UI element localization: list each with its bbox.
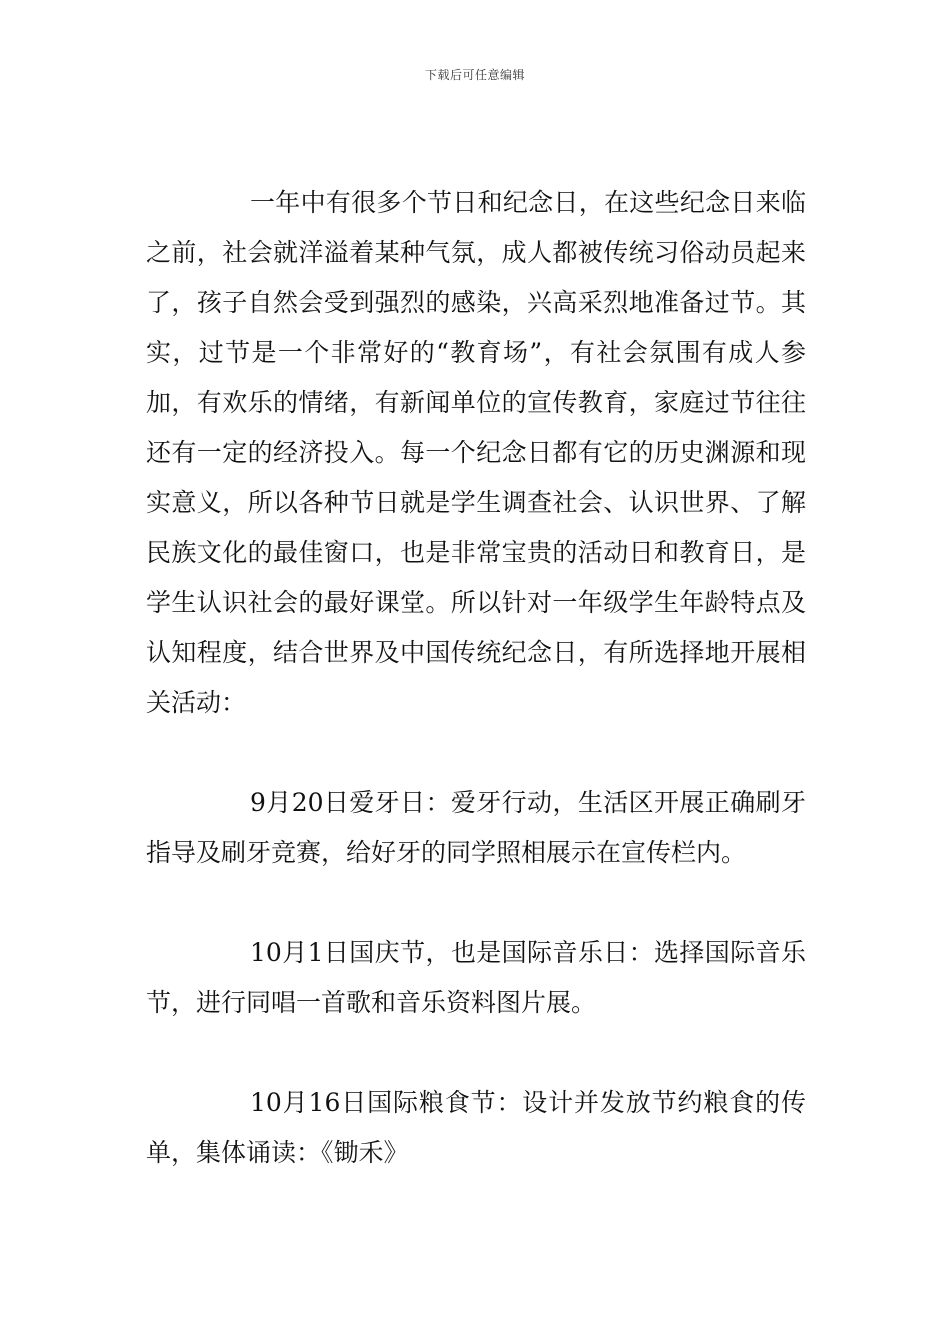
- food-day-paragraph: 10月16日国际粮食节：设计并发放节约粮食的传单，集体诵读：《锄禾》: [146, 1088, 806, 1167]
- tooth-day-paragraph: 9月20日爱牙日：爱牙行动，生活区开展正确刷牙指导及刷牙竞赛，给好牙的同学照相展示在宣传栏内。: [146, 788, 806, 867]
- header-note: 下载后可任意编辑: [424, 68, 525, 82]
- intro-paragraph: 一年中有很多个节日和纪念日，在这些纪念日来临之前，社会就洋溢着某种气氛，成人都被传统习俗动员起来了，孩子自然会受到强烈的感染，兴高采烈地准备过节。其实，过节是一个非常好的“教育场”，有社会氛围有成人参加，有欢乐的情绪，有新闻单位的宣传教育，家庭过节往往还有一定的经济投入。每一个纪念日都有它的历史渊源和现实意义，所以各种节日就是学生调查社会、认识世界、了解民族文化的最佳窗口，也是非常宝贵的活动日和教育日，是学生认识社会的最好课堂。所以针对一年级学生年龄特点及认知程度，结合世界及中国传统纪念日，有所选择地开展相关活动：: [146, 188, 806, 717]
- national-day-paragraph: 10月1日国庆节，也是国际音乐日：选择国际音乐节，进行同唱一首歌和音乐资料图片展。: [146, 938, 806, 1017]
- document-body: [146, 178, 806, 1178]
